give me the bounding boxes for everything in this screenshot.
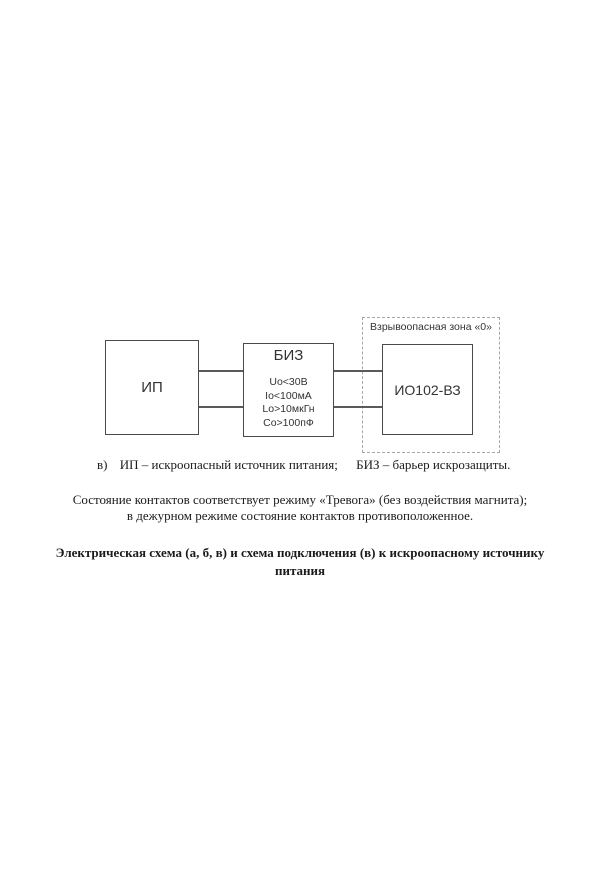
barrier-param-io: Io<100мА xyxy=(265,389,312,402)
legend-power-source: ИП – искроопасный источник питания; xyxy=(119,457,338,472)
spark-barrier-params xyxy=(244,376,333,430)
wire-ip-biz-bottom xyxy=(199,406,243,408)
note-line-1: Состояние контактов соответствует режиму «Тревога» (без воздействия магнита); xyxy=(72,492,528,507)
barrier-param-uo: Uo<30В xyxy=(269,376,308,388)
hazardous-zone-label: Взрывоопасная зона «0» xyxy=(370,321,492,333)
spark-barrier-label: БИЗ xyxy=(273,347,304,364)
wire-ip-biz-top xyxy=(199,370,243,372)
wire-biz-io-bottom xyxy=(334,406,382,408)
figure-title-line-2: питания xyxy=(274,563,326,578)
figure-title-line-1: Электрическая схема (а, б, в) и схема подключения (в) к искроопасному источнику xyxy=(55,545,545,560)
figure-legend xyxy=(97,457,510,472)
detector-label: ИО102-ВЗ xyxy=(394,381,461,398)
barrier-param-lo: Lo>10мкГн xyxy=(262,403,315,415)
figure-title xyxy=(0,544,600,580)
spark-barrier-box xyxy=(243,343,334,437)
power-source-box xyxy=(105,340,199,435)
barrier-param-co: Co>100пФ xyxy=(263,416,314,429)
power-source-label: ИП xyxy=(141,379,163,396)
wire-biz-io-top xyxy=(334,370,382,372)
note-line-2: в дежурном режиме состояние контактов противоположенное. xyxy=(126,508,474,523)
contacts-state-note xyxy=(0,492,600,524)
legend-item-marker: в) xyxy=(97,457,108,472)
detector-box xyxy=(382,344,473,435)
legend-barrier: БИЗ – барьер искрозащиты. xyxy=(356,457,511,472)
